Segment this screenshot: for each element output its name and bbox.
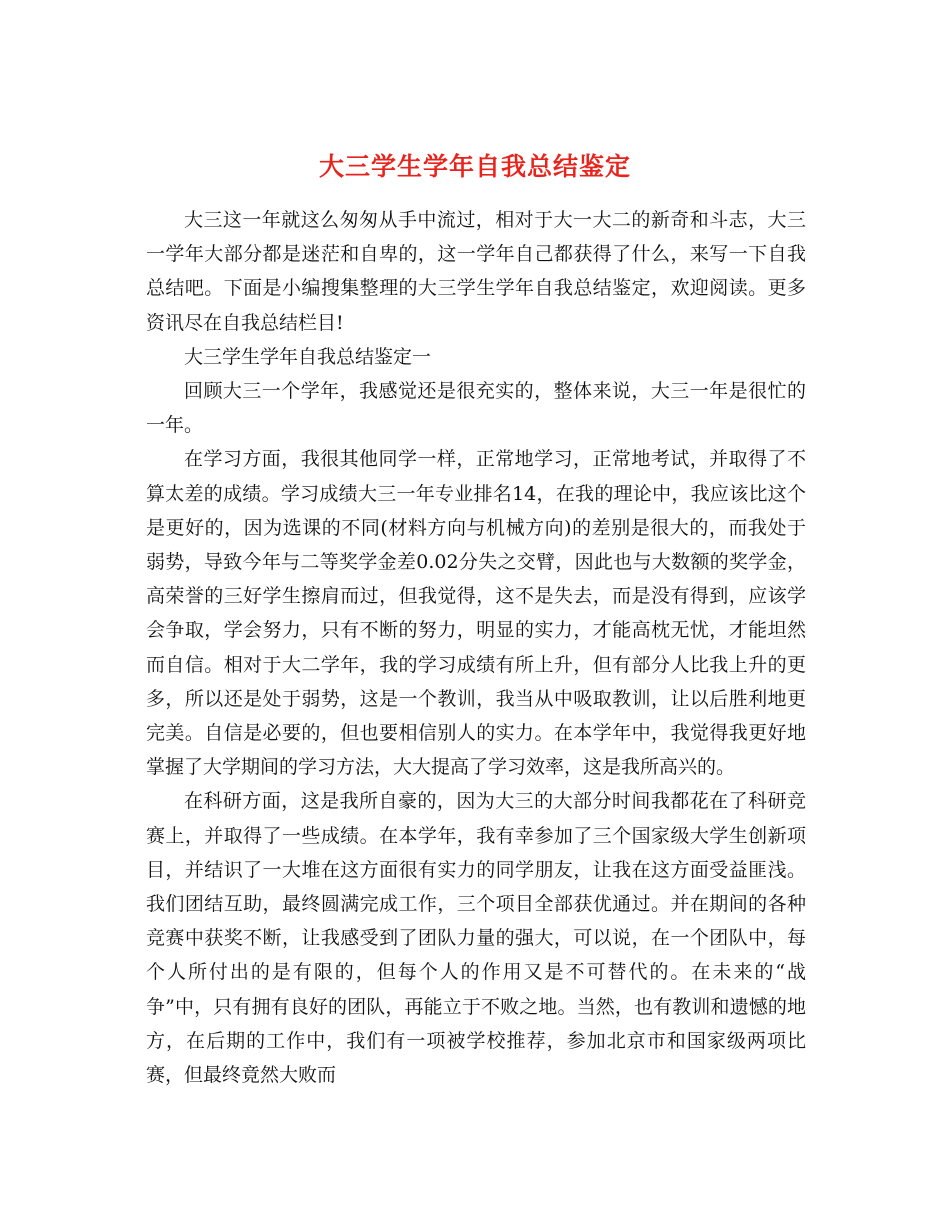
paragraph-study: 在学习方面，我很其他同学一样，正常地学习，正常地考试，并取得了不算太差的成绩。学习成绩大三一年专业排名14，在我的理论中，我应该比这个是更好的，因为选课的不同(材料方向与机械方向)的差别是很大的，而我处于弱势，导致今年与二等奖学金差0.02分失之交臂，因此也与大数额的奖学金，高荣誉的三好学生擦肩而过，但我觉得，这不是失去，而是没有得到，应该学会争取，学会努力，只有不断的努力，明显的实力，才能高枕无忧，才能坦然而自信。相对于大二学年，我的学习成绩有所上升，但有部分人比我上升的更多，所以还是处于弱势，这是一个教训，我当从中吸取教训，让以后胜利地更完美。自信是必要的，但也要相信别人的实力。在本学年中，我觉得我更好地掌握了大学期间的学习方法，大大提高了学习效率，这是我所高兴的。 (146, 448, 806, 779)
document-title: 大三学生学年自我总结鉴定 (318, 151, 631, 181)
section-heading: 大三学生学年自我总结鉴定一 (184, 345, 432, 368)
paragraph-review: 回顾大三一个学年，我感觉还是很充实的，整体来说，大三一年是很忙的一年。 (146, 380, 806, 437)
paragraph-intro: 大三这一年就这么匆匆从手中流过，相对于大一大二的新奇和斗志，大三一学年大部分都是迷茫和自卑的，这一学年自己都获得了什么，来写一下自我总结吧。下面是小编搜集整理的大三学生学年自我总结鉴定，欢迎阅读。更多资讯尽在自我总结栏目! (146, 209, 806, 334)
paragraph-research: 在科研方面，这是我所自豪的，因为大三的大部分时间我都花在了科研竞赛上，并取得了一些成绩。在本学年，我有幸参加了三个国家级大学生创新项目，并结识了一大堆在这方面很有实力的同学朋友，让我在这方面受益匪浅。我们团结互助，最终圆满完成工作，三个项目全部获优通过。并在期间的各种竞赛中获奖不断，让我感受到了团队力量的强大，可以说，在一个团队中，每个人所付出的是有限的，但每个人的作用又是不可替代的。在未来的“战争”中，只有拥有良好的团队，再能立于不败之地。当然，也有教训和遗憾的地方，在后期的工作中，我们有一项被学校推荐，参加北京市和国家级两项比赛，但最终竟然大败而 (146, 790, 806, 1087)
document-body (146, 203, 806, 1092)
